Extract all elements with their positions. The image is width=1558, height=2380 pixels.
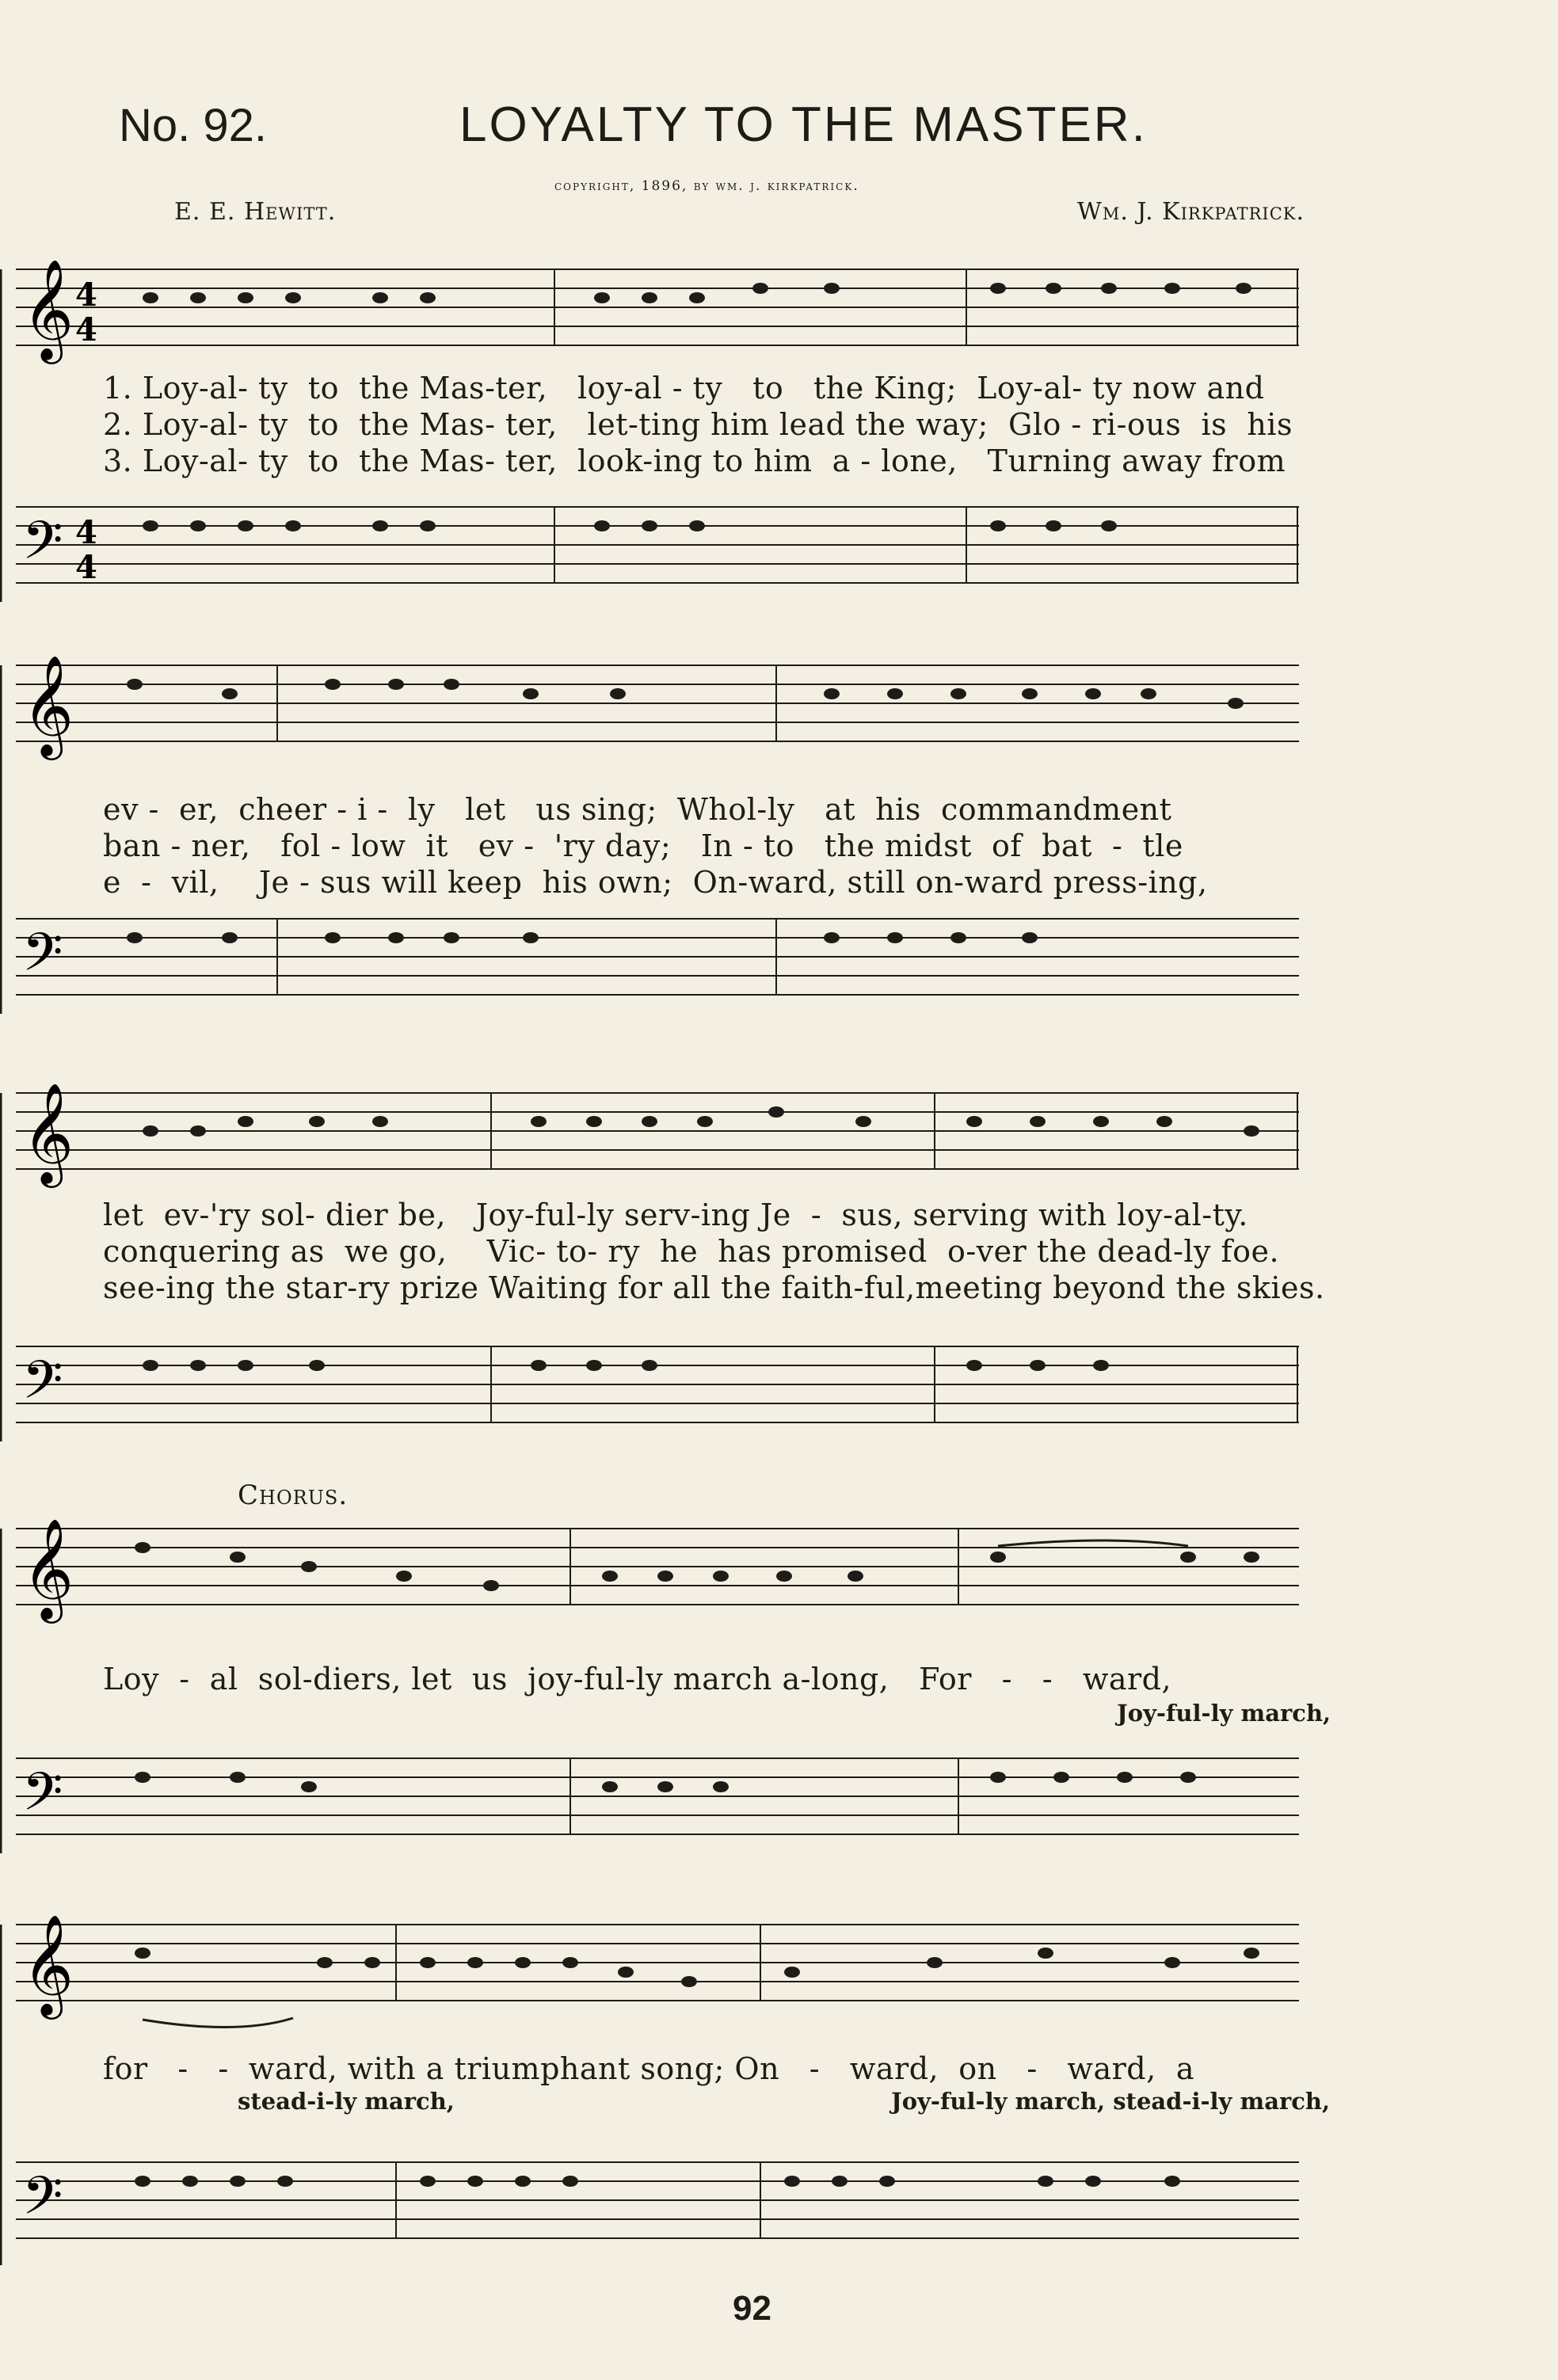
verse1-line1: 1. Loy-al- ty to the Mas-ter, loy-al - ty to the King; Loy-al- ty now and (103, 371, 1265, 406)
svg-text:𝄞: 𝄞 (22, 1082, 74, 1183)
hymn-title: LOYALTY TO THE MASTER. (459, 97, 1148, 152)
verse1-line2: ev - er, cheer - i - ly let us sing; Whol-ly at his commandment (103, 792, 1172, 827)
verse2-line1: 2. Loy-al- ty to the Mas- ter, let-ting him lead the way; Glo - ri-ous is his (103, 407, 1293, 442)
verse3-line2: e - vil, Je - sus will keep his own; On-ward, still on-ward press-ing, (103, 865, 1208, 900)
hymn-number: No. 92. (119, 100, 267, 151)
svg-text:𝄞: 𝄞 (22, 1914, 74, 2015)
svg-text:4: 4 (75, 276, 97, 314)
svg-text:𝄞: 𝄞 (22, 258, 74, 360)
verse2-line3: conquering as we go, Vic- to- ry he has promised o-ver the dead-ly foe. (103, 1234, 1280, 1269)
chorus-cue-1: Joy-ful-ly march, (1117, 1700, 1331, 1727)
svg-text:𝄞: 𝄞 (22, 654, 74, 756)
svg-text:4: 4 (75, 549, 97, 586)
svg-text:𝄢: 𝄢 (22, 2165, 63, 2239)
chorus-line1: Loy - al sol-diers, let us joy-ful-ly march a-long, For - - ward, (103, 1662, 1172, 1696)
svg-text:𝄢: 𝄢 (22, 922, 63, 996)
composer: Wm. J. Kirkpatrick. (1077, 198, 1305, 226)
svg-text:𝄢: 𝄢 (22, 510, 63, 584)
svg-text:4: 4 (75, 311, 97, 348)
verse1-line3: let ev-'ry sol- dier be, Joy-ful-ly serv-ing Je - sus, serving with loy-al-ty. (103, 1198, 1248, 1232)
svg-text:4: 4 (75, 514, 97, 551)
chorus-cue-2: stead-i-ly march, (238, 2088, 455, 2115)
verse2-line2: ban - ner, fol - low it ev - 'ry day; In - to the midst of bat - tle (103, 828, 1183, 863)
lyricist: E. E. Hewitt. (174, 198, 337, 226)
chorus-cue-3: Joy-ful-ly march, stead-i-ly march, (891, 2088, 1331, 2115)
chorus-line2: for - - ward, with a triumphant song; On - ward, on - ward, a (103, 2051, 1195, 2086)
chorus-label: Chorus. (238, 1479, 349, 1511)
page-number: 92 (733, 2289, 771, 2328)
copyright-notice: copyright, 1896, by wm. j. kirkpatrick. (554, 178, 859, 194)
svg-text:𝄢: 𝄢 (22, 1761, 63, 1835)
svg-text:𝄢: 𝄢 (22, 1350, 63, 1423)
svg-text:𝄞: 𝄞 (22, 1517, 74, 1619)
verse3-line3: see-ing the star-ry prize Waiting for all the faith-ful,meeting beyond the skies. (103, 1270, 1325, 1305)
verse3-line1: 3. Loy-al- ty to the Mas- ter, look-ing to him a - lone, Turning away from (103, 444, 1286, 478)
